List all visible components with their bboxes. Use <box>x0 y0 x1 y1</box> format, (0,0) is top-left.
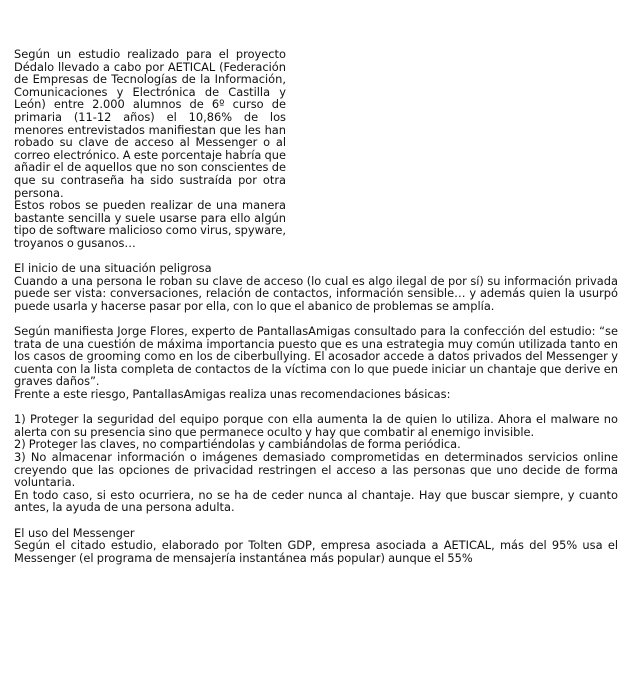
article-body <box>14 48 618 564</box>
section-heading-messenger: El uso del Messenger <box>14 525 135 540</box>
recommendation-2: 2) Proteger las claves, no compartiéndolas y cambiándolas de forma periódica. <box>14 437 461 452</box>
section2-paragraph-1: Según el citado estudio, elaborado por Tolten GDP, empresa asociada a AETICAL, más del 95% usa el Messenger (el programa de mensajería instantánea más popular) aunque el 55% <box>14 538 618 565</box>
section-heading-inicio: El inicio de una situación peligrosa <box>14 261 212 276</box>
section1-paragraph-2: Según manifiesta Jorge Flores, experto de PantallasAmigas consultado para la confección del estudio: “se trata de una cuestión de máxima importancia puesto que es una estrategia muy común utilizada tanto en los casos de grooming como en los de ciberbullying. El acosador accede a datos privados del Messenger y cuenta con la lista completa de contactos de la víctima con lo que puede iniciar un chantaje que derive en graves daños”. <box>14 324 618 389</box>
recommendation-closing: En todo caso, si esto ocurriera, no se ha de ceder nunca al chantaje. Hay que buscar siempre, y cuanto antes, la ayuda de una persona adulta. <box>14 487 618 515</box>
intro-paragraph-2: Estos robos se pueden realizar de una manera bastante sencilla y suele usarse para ello algún tipo de software malicioso como virus, spyware, troyanos o gusanos… <box>14 198 286 250</box>
intro-paragraph-1: Según un estudio realizado para el proyecto Dédalo llevado a cabo por AETICAL (Federación de Empresas de Tecnologías de la Información, Comunicaciones y Electrónica de Castilla y León) entre 2.000 alumnos de 6º curso de primaria (11-12 años) el 10,86% de los menores entrevistados manifiestan que les han robado su clave de acceso al Messenger o al correo electrónico. A este porcentaje habría que añadir el de aquellos que no son conscientes de que su contraseña ha sido sustraída por otra persona. <box>14 47 286 200</box>
recommendation-1: 1) Proteger la seguridad del equipo porque con ella aumenta la de quien lo utiliza. Ahora el malware no alerta con su presencia sino que permanece oculto y hay que combatir al enemigo invisible. <box>14 412 618 439</box>
recommendation-3: 3) No almacenar información o imágenes demasiado comprometidas en determinados servicios online creyendo que las opciones de privacidad restringen el acceso a las personas que uno decide de forma voluntaria. <box>14 450 618 490</box>
section1-paragraph-3: Frente a este riesgo, PantallasAmigas realiza unas recomendaciones básicas: <box>14 387 451 402</box>
section1-paragraph-1: Cuando a una persona le roban su clave de acceso (lo cual es algo ilegal de por sí) su información privada puede ser vista: conversaciones, relación de contactos, información sensible… y además quien la usurpó puede usarla y hacerse pasar por ella, con lo que el abanico de problemas se amplía. <box>14 273 618 313</box>
paragraph-gap <box>14 514 618 527</box>
